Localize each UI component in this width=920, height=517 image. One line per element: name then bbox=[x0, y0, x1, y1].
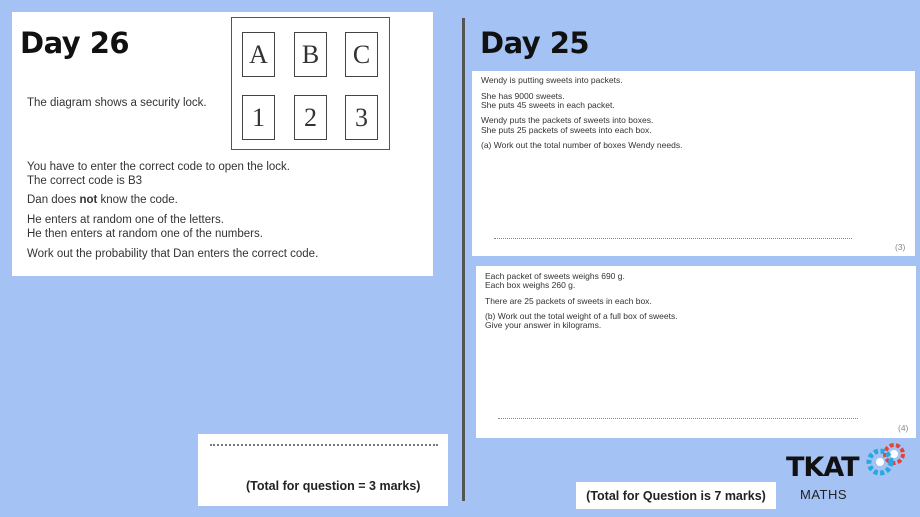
lock-key-a: A bbox=[242, 32, 275, 77]
lock-key-3: 3 bbox=[345, 95, 378, 140]
answer-line bbox=[210, 444, 438, 446]
part-a-marks: (3) bbox=[895, 242, 906, 252]
part-b-line1: Each packet of sweets weighs 690 g. bbox=[485, 271, 625, 281]
day26-title: Day 26 bbox=[20, 26, 130, 60]
logo-subtitle: MATHS bbox=[800, 487, 848, 502]
day26-line3-pre: Dan does bbox=[27, 194, 80, 206]
day26-answer-box bbox=[198, 434, 448, 506]
part-b-line4: (b) Work out the total weight of a full box of sweets. bbox=[485, 311, 678, 321]
lock-key-2: 2 bbox=[294, 95, 327, 140]
answer-line bbox=[494, 238, 852, 239]
day26-line3 bbox=[27, 194, 178, 207]
part-a-line1: Wendy is putting sweets into packets. bbox=[481, 75, 623, 85]
security-lock-diagram bbox=[231, 17, 390, 150]
part-a-line4: Wendy puts the packets of sweets into boxes. bbox=[481, 115, 654, 125]
part-a-line2: She has 9000 sweets. bbox=[481, 91, 565, 101]
vertical-divider bbox=[462, 18, 465, 501]
lock-key-1: 1 bbox=[242, 95, 275, 140]
answer-line bbox=[498, 418, 858, 419]
day26-line3-post: know the code. bbox=[97, 194, 178, 206]
logo-wordmark: TKAT bbox=[786, 452, 859, 483]
day26-intro: The diagram shows a security lock. bbox=[27, 97, 207, 109]
part-b-marks: (4) bbox=[898, 423, 909, 433]
day26-line1: You have to enter the correct code to open the lock. bbox=[27, 161, 290, 173]
part-a-line5: She puts 25 packets of sweets into each box. bbox=[481, 125, 652, 135]
part-a-line3: She puts 45 sweets in each packet. bbox=[481, 100, 615, 110]
day26-line2: The correct code is B3 bbox=[27, 175, 143, 187]
part-b-line3: There are 25 packets of sweets in each box. bbox=[485, 296, 652, 306]
day26-total-marks: (Total for question = 3 marks) bbox=[246, 479, 421, 493]
lock-key-c: C bbox=[345, 32, 378, 77]
part-a-line6: (a) Work out the total number of boxes Wendy needs. bbox=[481, 140, 683, 150]
day25-part-b-card bbox=[476, 266, 916, 438]
day26-line5: He then enters at random one of the numbers. bbox=[27, 228, 263, 240]
lock-key-b: B bbox=[294, 32, 327, 77]
day25-title: Day 25 bbox=[480, 26, 590, 60]
day26-line6: Work out the probability that Dan enters the correct code. bbox=[27, 248, 319, 260]
day25-part-a-card bbox=[472, 71, 915, 256]
tkat-maths-logo bbox=[786, 440, 916, 510]
part-b-line2: Each box weighs 260 g. bbox=[485, 280, 576, 290]
day26-question-card bbox=[12, 12, 433, 276]
day25-total-marks: (Total for Question is 7 marks) bbox=[576, 482, 776, 509]
day26-line3-bold: not bbox=[79, 194, 98, 206]
day26-line4: He enters at random one of the letters. bbox=[27, 214, 224, 226]
part-b-line5: Give your answer in kilograms. bbox=[485, 320, 602, 330]
